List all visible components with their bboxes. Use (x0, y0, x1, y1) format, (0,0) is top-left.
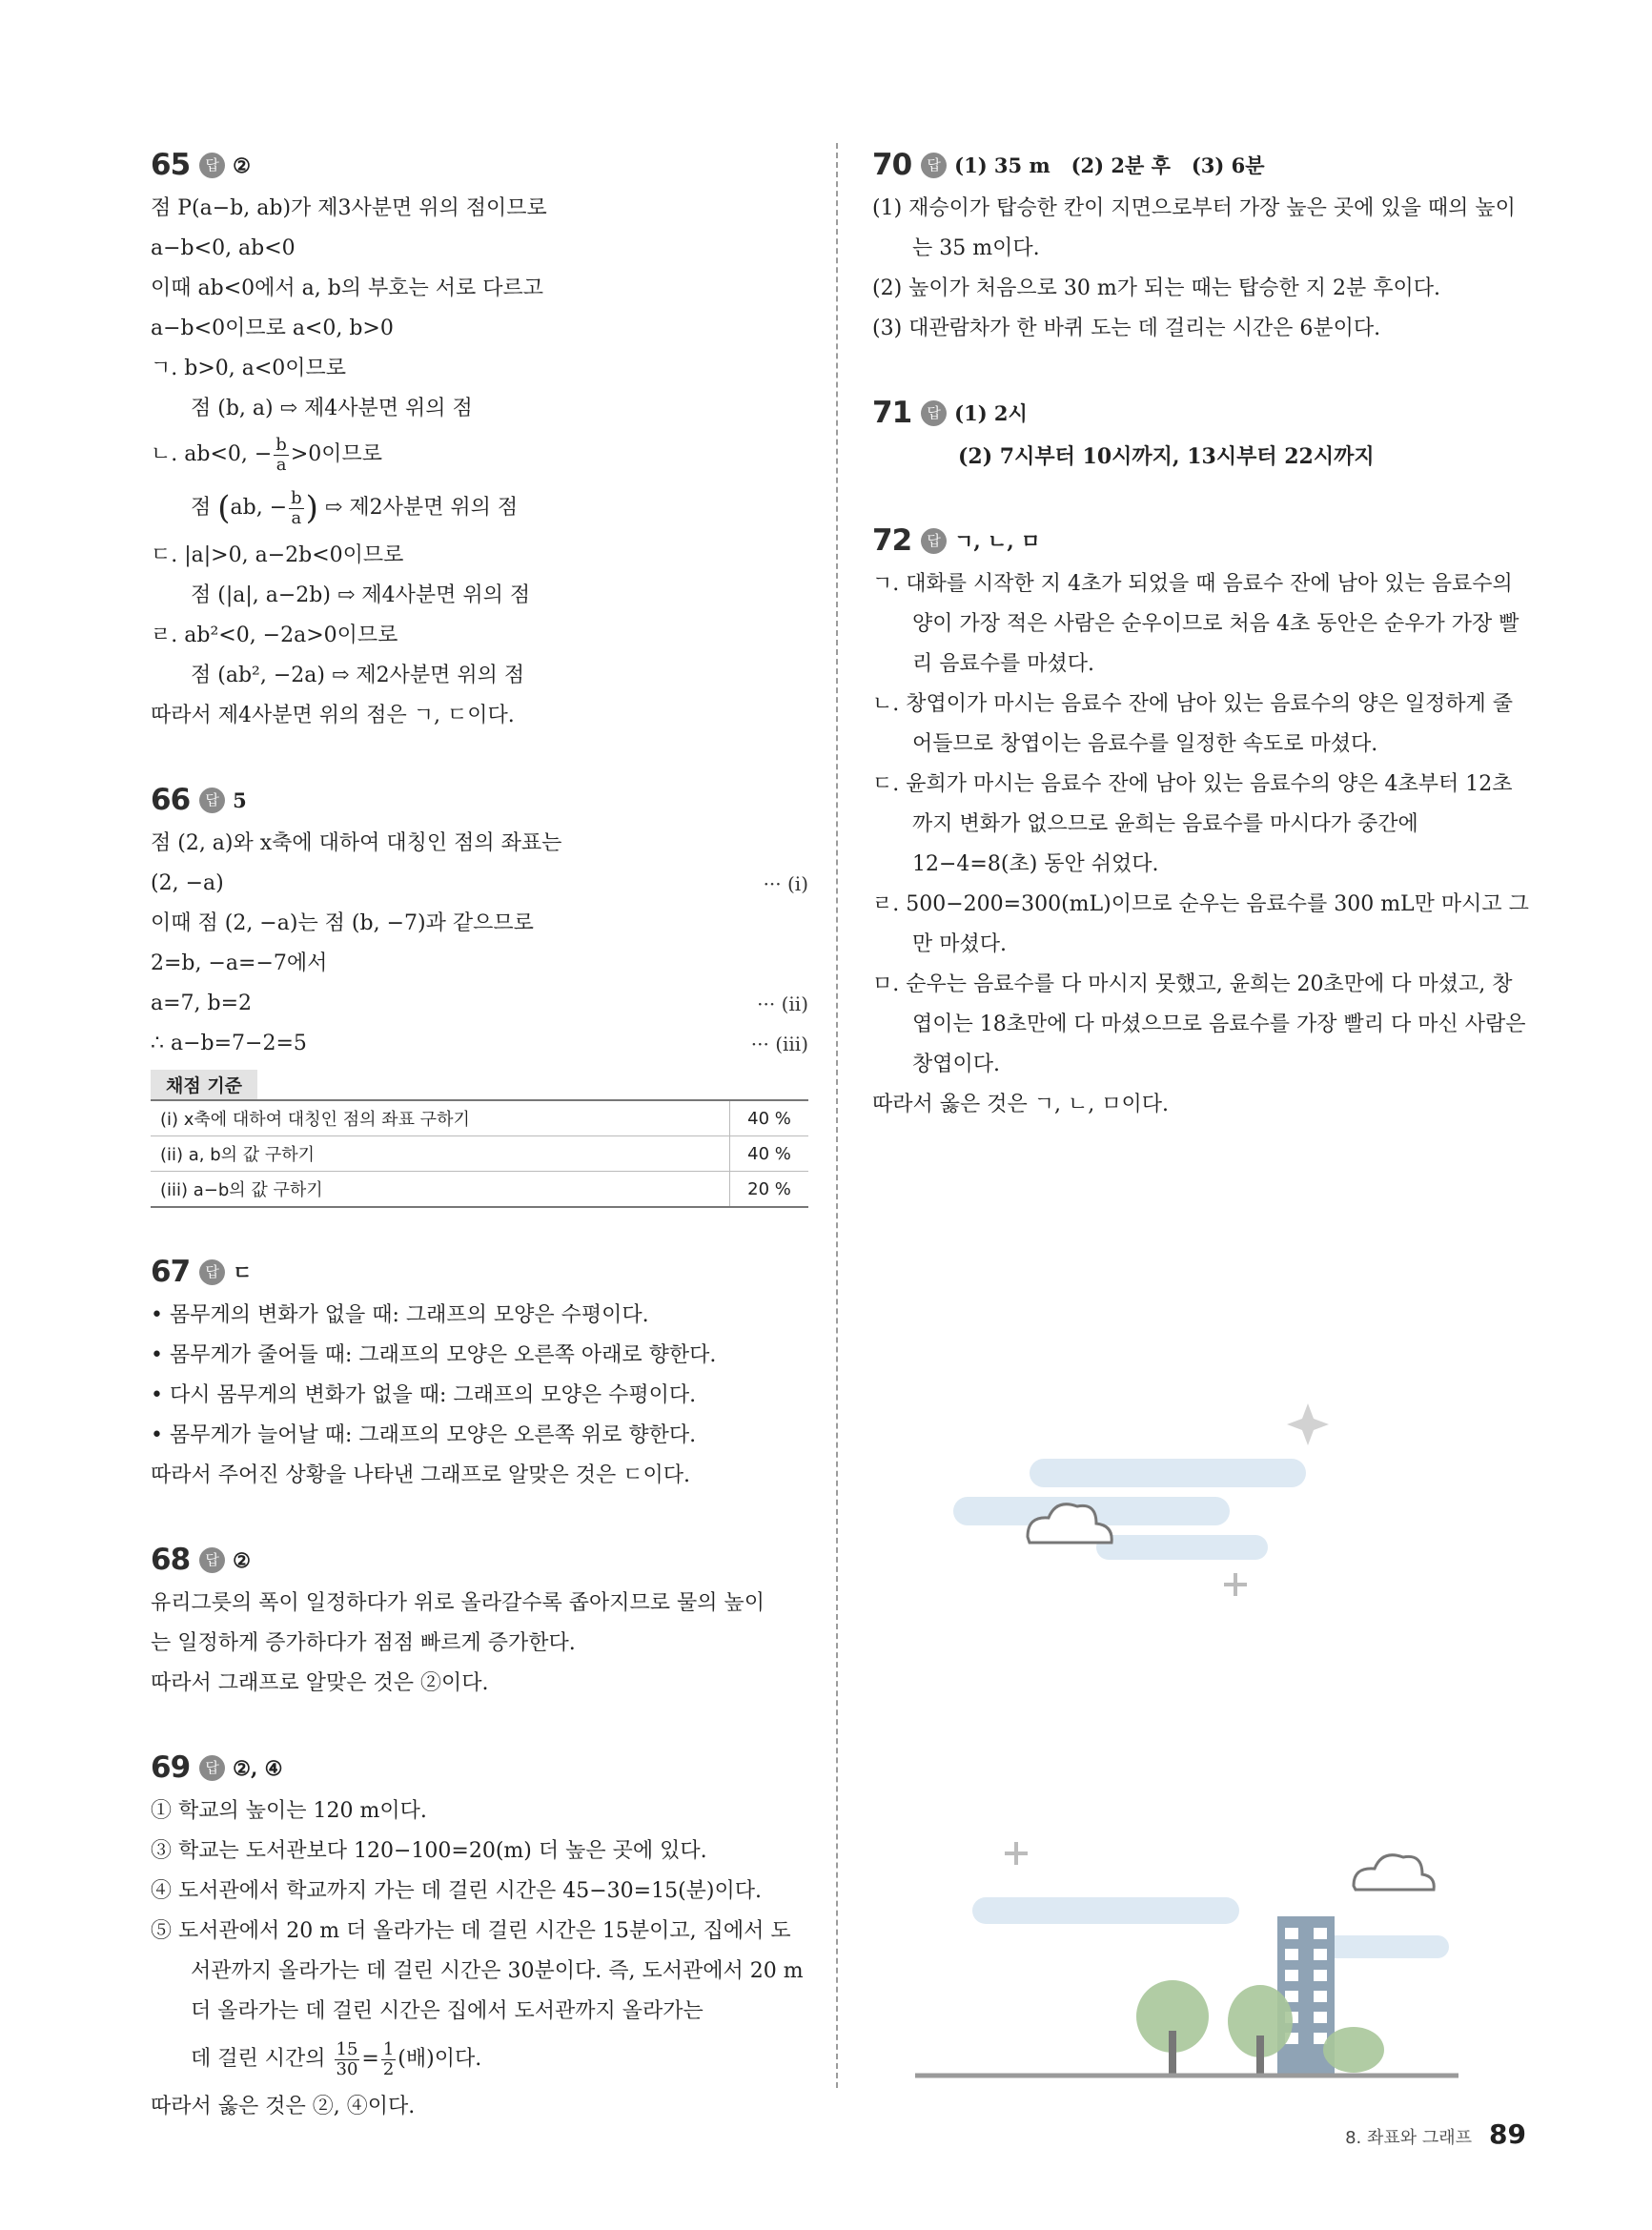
solution-line: 이때 ab<0에서 a, b의 부호는 서로 다르고 (151, 276, 544, 300)
solution-line: ㄹ. ab²<0, −2a>0이므로 (151, 624, 398, 647)
page-number: 89 (1489, 2118, 1526, 2150)
solution-step (151, 864, 808, 904)
numerator: 1 (382, 2038, 395, 2059)
criteria-label: (iii) a−b의 값 구하기 (151, 1172, 730, 1208)
problem-65 (151, 143, 808, 736)
solution-line: a−b<0이므로 a<0, b>0 (151, 317, 394, 340)
denominator: a (291, 507, 302, 528)
criteria-table (151, 1099, 808, 1208)
text-fragment: ⇨ 제2사분면 위의 점 (317, 496, 519, 520)
problem-header (872, 519, 1530, 563)
cloud-icon (1354, 1855, 1434, 1890)
problem-header (151, 1250, 808, 1294)
criteria-percent: 40 % (730, 1100, 809, 1136)
problem-number: 69 (151, 1750, 191, 1785)
criteria-label: (i) x축에 대하여 대칭인 점의 좌표 구하기 (151, 1100, 730, 1136)
conclusion-line: 따라서 주어진 상황을 나타낸 그래프로 알맞은 것은 ㄷ이다. (151, 1463, 690, 1487)
cloud-band (1096, 1535, 1268, 1560)
answer-value: ② (233, 1547, 251, 1572)
problem-71 (872, 391, 1530, 477)
solution-line: 는 일정하게 증가하다가 점점 빠르게 증가한다. (151, 1631, 576, 1655)
solution-line: (3) 대관람차가 한 바퀴 도는 데 걸리는 시간은 6분이다. (872, 317, 1381, 340)
solution-line: ㄴ. 창엽이가 마시는 음료수 잔에 남아 있는 음료수의 양은 일정하게 줄어들므로 창엽이는 음료수를 일정한 속도로 마셨다. (872, 692, 1513, 756)
denominator: a (275, 454, 287, 475)
conclusion-line: 따라서 옳은 것은 ㄱ, ㄴ, ㅁ이다. (872, 1093, 1169, 1116)
solution-line-fraction: 점 (ab, − $\frac{b}{a}$ ) ⇨ 제2사분면 위의 점 (191, 487, 519, 528)
problem-number: 72 (872, 523, 912, 558)
solution-line: ③ 학교는 도서관보다 120−100=20(m) 더 높은 곳에 있다. (151, 1839, 707, 1863)
answer-badge: 답 (921, 153, 947, 178)
numerator: 15 (336, 2038, 358, 2059)
answer-badge: 답 (199, 1259, 225, 1285)
criteria-percent: 40 % (730, 1136, 809, 1172)
cloud-band (972, 1897, 1239, 1924)
solution-line: 점 (ab², −2a) ⇨ 제2사분면 위의 점 (191, 664, 525, 687)
text-fragment: ab, − (230, 496, 288, 520)
column-divider (836, 143, 838, 2088)
answer-value: (1) 2시 (954, 401, 1028, 425)
problem-header (151, 1746, 808, 1790)
fraction (381, 2040, 396, 2079)
text-fragment: >0이므로 (290, 442, 383, 466)
solution-line: ④ 도서관에서 학교까지 가는 데 걸린 시간은 45−30=15(분)이다. (151, 1879, 763, 1903)
fraction (274, 436, 289, 475)
problem-number: 70 (872, 148, 912, 182)
page-footer (1345, 2118, 1526, 2150)
step-marker: ··· (i) (763, 872, 808, 895)
problem-header (151, 778, 808, 822)
problem-72 (872, 519, 1530, 1125)
step-text: a=7, b=2 (151, 992, 253, 1015)
step-marker: ··· (ii) (757, 992, 808, 1015)
table-row (151, 1136, 808, 1172)
right-column (872, 143, 1530, 1167)
answer-badge: 답 (199, 153, 225, 178)
city-decoration-illustration (906, 1831, 1468, 2088)
solution-line: 점 P(a−b, ab)가 제3사분면 위의 점이므로 (151, 196, 547, 220)
equals-sign: = (361, 2047, 379, 2071)
solution-line: ① 학교의 높이는 120 m이다. (151, 1799, 427, 1823)
problem-67 (151, 1250, 808, 1496)
answer-badge: 답 (921, 528, 947, 554)
problem-69 (151, 1746, 808, 2127)
solution-line: 유리그릇의 폭이 일정하다가 위로 올라갈수록 좁아지므로 물의 높이 (151, 1591, 765, 1615)
solution-line-fraction (151, 2032, 808, 2087)
solution-line: (2) 높이가 처음으로 30 m가 되는 때는 탑승한 지 2분 후이다. (872, 276, 1440, 300)
fraction (335, 2040, 360, 2079)
problem-header (872, 143, 1530, 187)
bullet-line: • 몸무게가 줄어들 때: 그래프의 모양은 오른쪽 아래로 향한다. (151, 1343, 717, 1367)
solution-line: ㄱ. b>0, a<0이므로 (151, 357, 347, 380)
table-row (151, 1100, 808, 1136)
answer-badge: 답 (921, 400, 947, 426)
solution-line: (1) 재승이가 탑승한 칸이 지면으로부터 가장 높은 곳에 있을 때의 높이는 35 m이다. (872, 196, 1516, 260)
text-fragment: (배)이다. (398, 2047, 482, 2071)
tree-trunk (1256, 2036, 1264, 2074)
bullet-line: • 다시 몸무게의 변화가 없을 때: 그래프의 모양은 수평이다. (151, 1383, 697, 1407)
solution-line: 점 (|a|, a−2b) ⇨ 제4사분면 위의 점 (191, 583, 531, 607)
problem-number: 71 (872, 396, 912, 430)
bush-icon (1323, 2027, 1384, 2073)
solution-line: ⑤ 도서관에서 20 m 더 올라가는 데 걸린 시간은 15분이고, 집에서 도서관까지 올라가는 데 걸린 시간은 30분이다. 즉, 도서관에서 20 m 더 올라가는 데 걸린 시간은 집에서 도서관까지 올라가는 (151, 1919, 804, 2023)
text-fragment: 점 (191, 496, 218, 520)
denominator: 2 (382, 2058, 395, 2079)
answer-badge: 답 (199, 1755, 225, 1781)
cloud-decoration-illustration (944, 1392, 1344, 1602)
sparkle-icon (1287, 1403, 1329, 1445)
plus-icon (1005, 1842, 1028, 1865)
table-row (151, 1172, 808, 1208)
problem-number: 66 (151, 783, 191, 817)
text-fragment: 데 걸린 시간의 (191, 2047, 333, 2071)
solution-line: 점 (b, a) ⇨ 제4사분면 위의 점 (191, 397, 473, 420)
criteria-title: 채점 기준 (151, 1070, 257, 1099)
criteria-label: (ii) a, b의 값 구하기 (151, 1136, 730, 1172)
answer-value: 5 (233, 788, 247, 812)
bullet-line: • 몸무게의 변화가 없을 때: 그래프의 모양은 수평이다. (151, 1303, 649, 1327)
answer-value-continued: (2) 7시부터 10시까지, 13시부터 22시까지 (958, 444, 1375, 469)
problem-number: 67 (151, 1255, 191, 1289)
solution-line-fraction (151, 429, 808, 481)
problem-header (151, 1538, 808, 1582)
step-text: (2, −a) (151, 871, 224, 895)
chapter-title: 8. 좌표와 그래프 (1345, 2128, 1473, 2148)
text-fragment: ㄴ. ab<0, − (151, 442, 273, 466)
solution-line: a−b<0, ab<0 (151, 236, 296, 260)
solution-line: ㄹ. 500−200=300(mL)이므로 순우는 음료수를 300 mL만 마시고 그만 마셨다. (872, 892, 1529, 956)
solution-line: ㄷ. 윤희가 마시는 음료수 잔에 남아 있는 음료수의 양은 4초부터 12초까지 변화가 없으므로 윤희는 음료수를 마시다가 중간에 12−4=8(초) 동안 쉬었다. (872, 772, 1513, 876)
bullet-line: • 몸무게가 늘어날 때: 그래프의 모양은 오른쪽 위로 향한다. (151, 1423, 697, 1447)
solution-step (151, 1024, 808, 1064)
answer-value: ㄷ (233, 1260, 253, 1284)
problem-header (872, 391, 1530, 435)
denominator: 30 (336, 2058, 358, 2079)
answer-badge: 답 (199, 1547, 225, 1573)
problem-68 (151, 1538, 808, 1704)
answer-value: ② (233, 153, 251, 177)
answer-value: (1) 35 m (2) 2분 후 (3) 6분 (954, 153, 1265, 177)
numerator: b (275, 434, 287, 455)
conclusion-line: 따라서 제4사분면 위의 점은 ㄱ, ㄷ이다. (151, 704, 515, 727)
numerator: b (291, 487, 302, 508)
criteria-percent: 20 % (730, 1172, 809, 1208)
solution-line: 2=b, −a=−7에서 (151, 951, 328, 975)
answer-value: ㄱ, ㄴ, ㅁ (954, 529, 1041, 553)
problem-header (151, 143, 808, 187)
problem-66 (151, 778, 808, 1208)
step-text: ∴ a−b=7−2=5 (151, 1032, 307, 1055)
solution-line: 이때 점 (2, −a)는 점 (b, −7)과 같으므로 (151, 911, 534, 935)
step-marker: ··· (iii) (750, 1033, 808, 1055)
conclusion-line: 따라서 옳은 것은 ②, ④이다. (151, 2095, 416, 2118)
solution-line: ㅁ. 순우는 음료수를 다 마시지 못했고, 윤희는 20초만에 다 마셨고, 창엽이는 18초만에 다 마셨으므로 음료수를 가장 빨리 다 마신 사람은 창엽이다. (872, 972, 1526, 1076)
left-column (151, 143, 808, 2169)
solution-line: ㄷ. |a|>0, a−2b<0이므로 (151, 543, 404, 567)
cloud-band (1030, 1459, 1306, 1487)
answer-badge: 답 (199, 788, 225, 813)
tree-trunk (1169, 2031, 1176, 2074)
solution-step (151, 984, 808, 1024)
plus-icon (1224, 1573, 1247, 1596)
answer-value: ②, ④ (233, 1755, 283, 1780)
problem-70 (872, 143, 1530, 349)
problem-number: 68 (151, 1543, 191, 1577)
conclusion-line: 따라서 그래프로 알맞은 것은 ②이다. (151, 1671, 489, 1695)
problem-number: 65 (151, 148, 191, 182)
fraction (289, 489, 304, 528)
solution-line: ㄱ. 대화를 시작한 지 4초가 되었을 때 음료수 잔에 남아 있는 음료수의 양이 가장 적은 사람은 순우이므로 처음 4초 동안은 순우가 가장 빨리 음료수를 마셨다. (872, 572, 1519, 676)
solution-line: 점 (2, a)와 x축에 대하여 대칭인 점의 좌표는 (151, 831, 562, 855)
